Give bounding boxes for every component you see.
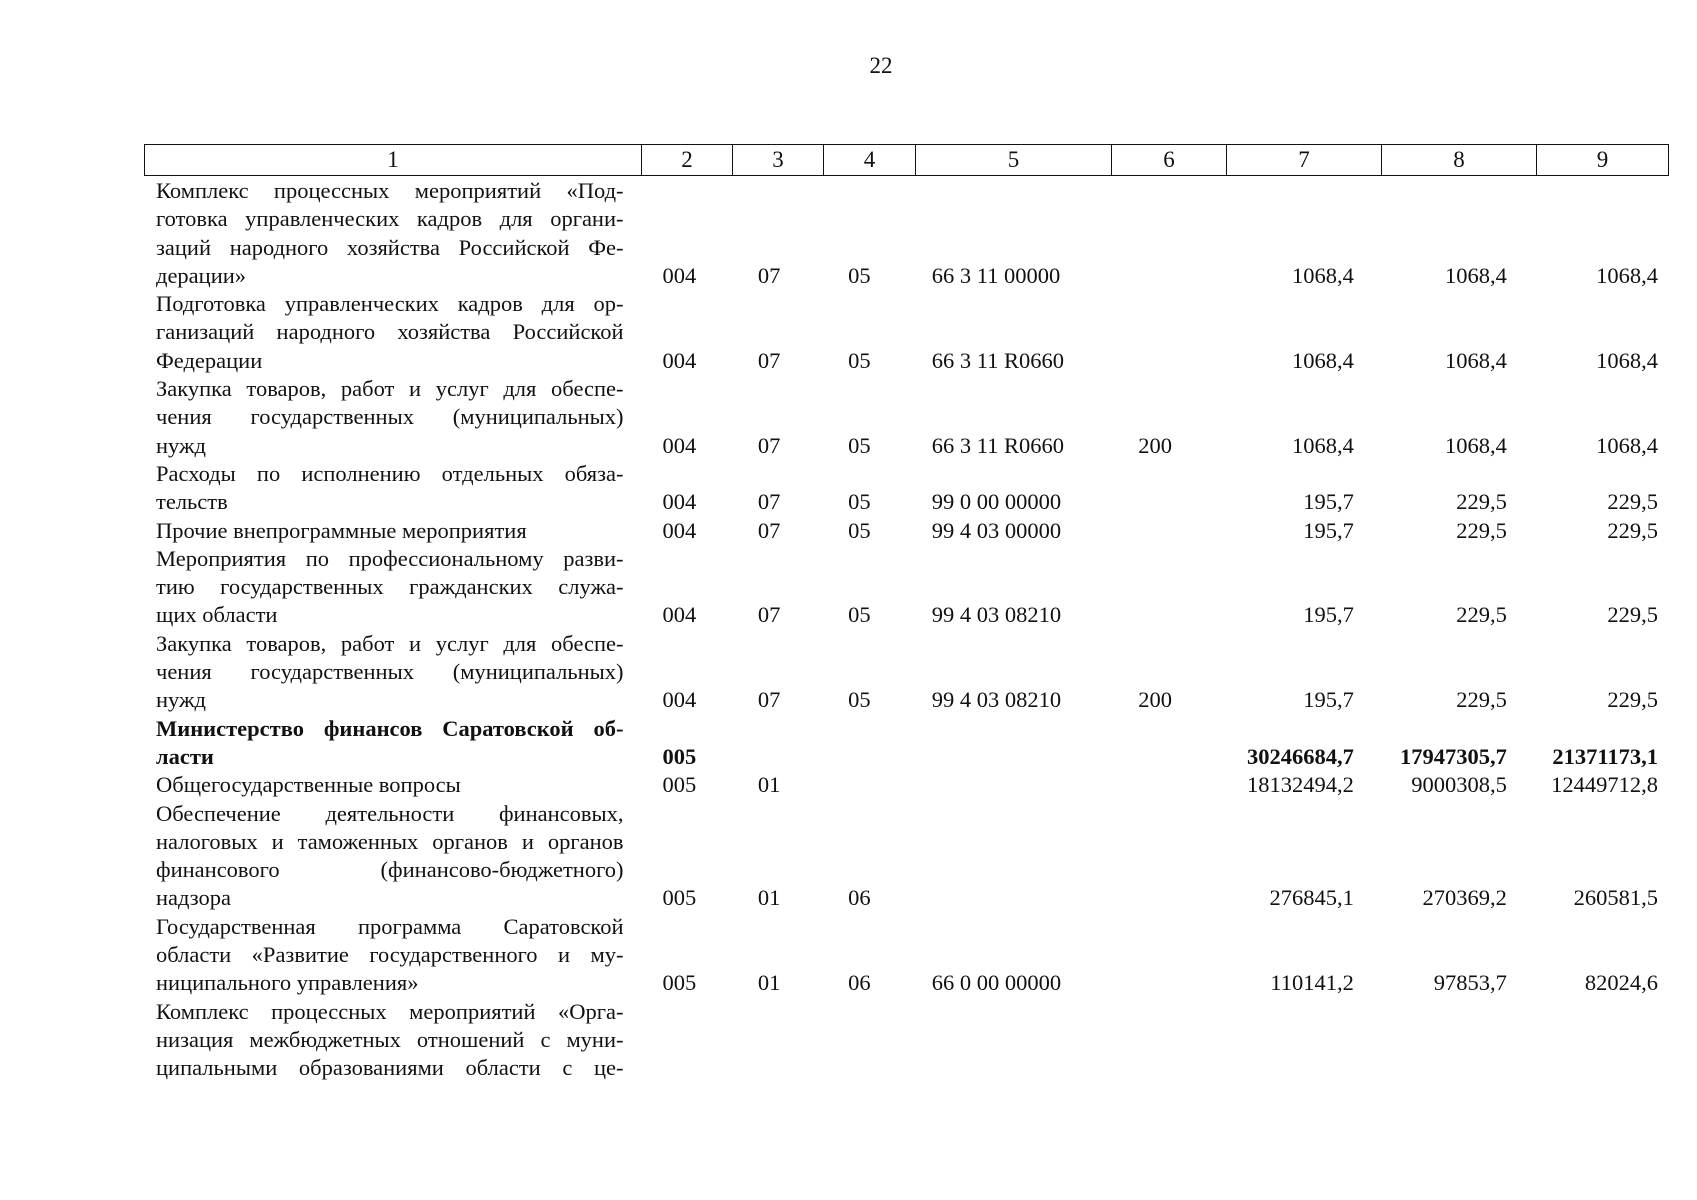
target-article: 99 0 00 00000 [931, 489, 1062, 515]
value-col8: 97853,7 [1433, 970, 1507, 996]
target-article: 99 4 03 00000 [931, 517, 1062, 543]
section-code: 01 [757, 885, 781, 911]
value-col9: 260581,5 [1573, 885, 1658, 911]
description-line: Комплекс процессных мероприятий «Орга- [156, 998, 624, 1024]
target-article: 66 3 11 00000 [931, 262, 1061, 288]
description-line: Мероприятия по профессиональному разви- [156, 545, 624, 571]
section-code: 07 [757, 432, 781, 458]
description-line: готовка управленческих кадров для органи- [156, 206, 624, 232]
target-article: 99 4 03 08210 [931, 687, 1062, 713]
description-line: дерации» [156, 262, 247, 288]
section-code: 01 [757, 970, 781, 996]
org-code: 004 [662, 432, 697, 458]
description-line: Подготовка управленческих кадров для ор- [156, 291, 624, 317]
value-col7: 1068,4 [1292, 262, 1354, 288]
table-row [144, 998, 1669, 1083]
table-header-row [144, 144, 1669, 176]
subsection-code: 05 [848, 602, 871, 628]
description-line: нужд [156, 687, 206, 713]
description-line: Закупка товаров, работ и услуг для обеспе- [156, 630, 624, 656]
subsection-code: 05 [848, 432, 871, 458]
section-code: 07 [757, 347, 781, 373]
value-col9: 229,5 [1607, 517, 1658, 543]
org-code: 004 [662, 517, 697, 543]
description-line: Обеспечение деятельности финансовых, [156, 800, 624, 826]
org-code: 004 [662, 687, 697, 713]
description-line: щих области [156, 602, 278, 628]
value-col9: 1068,4 [1596, 432, 1658, 458]
target-article: 66 3 11 R0660 [931, 347, 1065, 373]
description-line: низация межбюджетных отношений с муни- [156, 1026, 624, 1052]
subsection-code: 05 [848, 262, 871, 288]
description-line: области «Развитие государственного и му- [156, 942, 624, 968]
description-line: ниципального управления» [156, 970, 419, 996]
value-col9: 229,5 [1607, 602, 1658, 628]
description-line: чения государственных (муниципальных) [156, 659, 624, 685]
column-header-2: 2 [642, 145, 733, 175]
value-col9: 21371173,1 [1552, 743, 1658, 769]
description-line: ципальными образованиями области с це- [156, 1055, 624, 1081]
target-article: 99 4 03 08210 [931, 602, 1062, 628]
column-header-5: 5 [916, 145, 1112, 175]
description-line: тельств [156, 489, 228, 515]
row-description [144, 375, 635, 460]
row-description [144, 715, 635, 772]
org-code: 005 [662, 885, 697, 911]
table-row [144, 517, 1669, 545]
value-col8: 229,5 [1456, 489, 1507, 515]
target-article: 66 3 11 R0660 [931, 432, 1065, 458]
value-col9: 1068,4 [1596, 347, 1658, 373]
description-line: ганизаций народного хозяйства Российской [156, 319, 624, 345]
subsection-code: 05 [848, 687, 871, 713]
subsection-code: 05 [848, 517, 871, 543]
value-col8: 270369,2 [1422, 885, 1507, 911]
description-line: Закупка товаров, работ и услуг для обеспе- [156, 376, 624, 402]
target-article: 66 0 00 00000 [931, 970, 1062, 996]
section-code: 07 [757, 602, 781, 628]
column-header-9: 9 [1596, 147, 1609, 172]
table-row [144, 545, 1669, 630]
description-line: Министерство финансов Саратовской об- [156, 715, 624, 741]
subsection-code: 06 [848, 970, 871, 996]
table-row [144, 800, 1669, 913]
value-col8: 17947305,7 [1400, 743, 1507, 769]
description-line: ласти [156, 743, 214, 769]
value-col7: 1068,4 [1292, 432, 1354, 458]
value-col9: 82024,6 [1584, 970, 1658, 996]
table-row [144, 290, 1669, 375]
description-line: налоговых и таможенных органов и органов [156, 828, 624, 854]
description-line: заций народного хозяйства Российской Фе- [156, 234, 624, 260]
value-col7: 18132494,2 [1247, 772, 1354, 798]
description-line: надзора [156, 885, 231, 911]
row-description [144, 800, 635, 913]
page-number: 22 [869, 53, 893, 78]
value-col9: 229,5 [1607, 687, 1658, 713]
description-line: Государственная программа Саратовской [156, 913, 624, 939]
description-line: Прочие внепрограммные мероприятия [156, 517, 527, 543]
table-row [144, 375, 1669, 460]
subsection-code: 05 [848, 347, 871, 373]
org-code: 004 [662, 347, 697, 373]
description-line: Федерации [156, 347, 263, 373]
description-line: Общегосударственные вопросы [156, 772, 461, 798]
section-code: 07 [757, 489, 781, 515]
value-col8: 9000308,5 [1411, 772, 1507, 798]
org-code: 004 [662, 489, 697, 515]
row-description [144, 290, 635, 375]
table-row [144, 460, 1669, 517]
row-description [144, 913, 635, 998]
subsection-code: 05 [848, 489, 871, 515]
value-col8: 1068,4 [1445, 432, 1507, 458]
table-row [144, 913, 1669, 998]
value-col7: 195,7 [1303, 602, 1354, 628]
description-line: Комплекс процессных мероприятий «Под- [156, 178, 624, 203]
value-col8: 1068,4 [1445, 262, 1507, 288]
value-col8: 229,5 [1456, 517, 1507, 543]
value-col9: 1068,4 [1596, 262, 1658, 288]
description-line: нужд [156, 432, 206, 458]
column-header-7: 7 [1227, 145, 1382, 175]
description-line: тию государственных гражданских служа- [156, 574, 624, 600]
expense-type: 200 [1138, 687, 1173, 713]
value-col7: 276845,1 [1269, 885, 1354, 911]
value-col7: 195,7 [1303, 517, 1354, 543]
value-col9: 12449712,8 [1551, 772, 1658, 798]
table-row [144, 177, 1669, 290]
row-description [144, 998, 635, 1083]
row-description [144, 630, 635, 715]
value-col8: 1068,4 [1445, 347, 1507, 373]
description-line: Расходы по исполнению отдельных обяза- [156, 460, 624, 486]
value-col7: 30246684,7 [1247, 743, 1354, 769]
section-code: 07 [757, 262, 781, 288]
column-header-1: 1 [145, 145, 642, 175]
value-col8: 229,5 [1456, 687, 1507, 713]
value-col8: 229,5 [1456, 602, 1507, 628]
subsection-code: 06 [848, 885, 871, 911]
column-header-3: 3 [733, 145, 824, 175]
org-code: 005 [662, 772, 697, 798]
table-row [144, 771, 1669, 799]
column-header-8: 8 [1382, 145, 1537, 175]
value-col7: 1068,4 [1292, 347, 1354, 373]
org-code: 004 [662, 602, 697, 628]
org-code: 005 [662, 970, 697, 996]
section-code: 07 [757, 687, 781, 713]
value-col7: 110141,2 [1270, 970, 1354, 996]
section-code: 01 [757, 772, 781, 798]
org-code: 004 [662, 262, 697, 288]
value-col7: 195,7 [1303, 489, 1354, 515]
row-description [144, 460, 635, 517]
description-line: финансового (финансово-бюджетного) [156, 857, 624, 883]
column-header-6: 6 [1112, 145, 1227, 175]
column-header-4: 4 [824, 145, 916, 175]
org-code: 005 [662, 743, 697, 769]
expense-type: 200 [1138, 432, 1173, 458]
row-description [144, 177, 635, 290]
budget-table-body [144, 177, 1669, 1083]
row-description [144, 517, 635, 545]
section-code: 07 [757, 517, 781, 543]
row-description [144, 545, 635, 630]
value-col7: 195,7 [1303, 687, 1354, 713]
table-row [144, 630, 1669, 715]
value-col9: 229,5 [1607, 489, 1658, 515]
row-description [144, 771, 635, 799]
description-line: чения государственных (муниципальных) [156, 404, 624, 430]
table-row [144, 715, 1669, 772]
